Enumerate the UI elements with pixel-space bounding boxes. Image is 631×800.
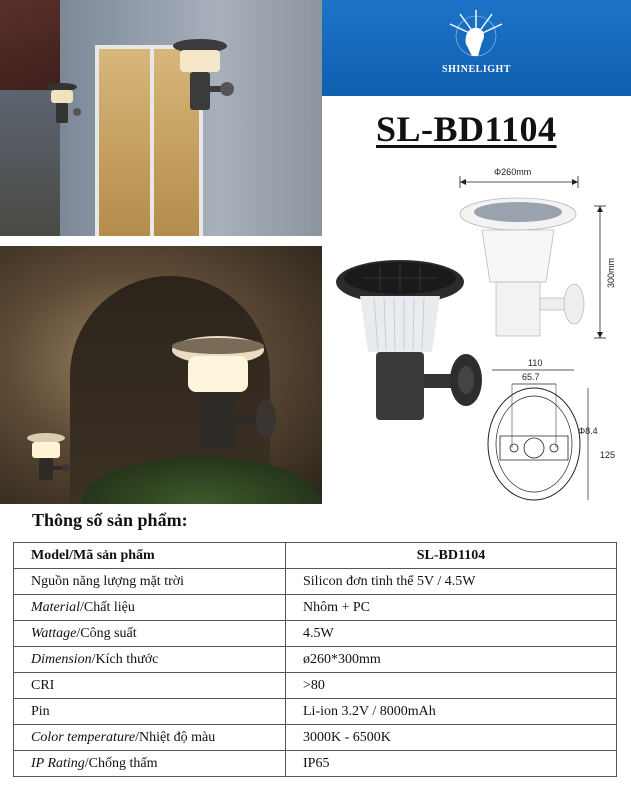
door-frame (150, 45, 154, 236)
outdoor-wall-photo (0, 0, 322, 236)
row-label (14, 621, 286, 647)
dimension-drawing (448, 158, 631, 508)
table-header-row (14, 543, 617, 569)
row-label (14, 699, 286, 725)
row-value: ø260*300mm (286, 647, 617, 673)
model-title: SL-BD1104 (376, 109, 557, 149)
spec-table (13, 542, 617, 777)
wall-lamp-icon (26, 432, 70, 486)
table-row (14, 699, 617, 725)
row-label-vi: /Chất liệu (80, 599, 135, 615)
row-label-vi: /Kích thước (91, 651, 159, 667)
row-label-vi: /Công suất (76, 625, 137, 641)
base-height-label: 125 (600, 450, 616, 460)
header-value: SL-BD1104 (286, 543, 617, 569)
wall-lamp-icon (46, 82, 82, 126)
row-label-vi: Nguồn năng lượng mặt trời (31, 573, 185, 589)
shinelight-logo-icon (438, 6, 514, 64)
row-label (14, 595, 286, 621)
row-label-en: IP Rating (31, 755, 85, 771)
table-row (14, 751, 617, 777)
table-row (14, 725, 617, 751)
wall-lamp-icon (172, 38, 234, 118)
header-label: Model/Mã sản phẩm (14, 543, 286, 569)
wall-lamp-icon (170, 334, 280, 474)
row-value: IP65 (286, 751, 617, 777)
row-label-vi: /Chống thấm (84, 755, 158, 771)
row-value: >80 (286, 673, 617, 699)
row-label (14, 751, 286, 777)
table-row (14, 647, 617, 673)
row-label-vi: Pin (31, 703, 50, 719)
row-label-vi: /Nhiệt độ màu (135, 729, 216, 745)
row-label-en: Material (31, 599, 80, 615)
table-row (14, 595, 617, 621)
brand-name: SHINELIGHT (442, 64, 511, 75)
row-value: Nhôm + PC (286, 595, 617, 621)
table-row (14, 621, 617, 647)
hole-spacing-label: 65.7 (522, 372, 540, 382)
diameter-label: Φ260mm (494, 167, 532, 177)
row-value: Silicon đơn tinh thể 5V / 4.5W (286, 569, 617, 595)
specs-heading: Thông số sản phẩm: (32, 510, 188, 530)
row-label (14, 569, 286, 595)
row-label (14, 647, 286, 673)
table-row (14, 569, 617, 595)
brand-banner (322, 0, 631, 96)
height-label: 300mm (606, 257, 616, 288)
row-value: 3000K - 6500K (286, 725, 617, 751)
row-label (14, 673, 286, 699)
base-width-label: 110 (528, 358, 543, 368)
row-label-en: Dimension (31, 651, 92, 667)
row-label-en: Color temperature (31, 729, 136, 745)
row-label-vi: CRI (31, 677, 55, 693)
row-label (14, 725, 286, 751)
row-label-en: Wattage (31, 625, 77, 641)
row-value: 4.5W (286, 621, 617, 647)
hole-diameter-label: Φ8.4 (578, 426, 598, 436)
table-row (14, 673, 617, 699)
night-arch-photo (0, 246, 322, 504)
row-value: Li-ion 3.2V / 8000mAh (286, 699, 617, 725)
